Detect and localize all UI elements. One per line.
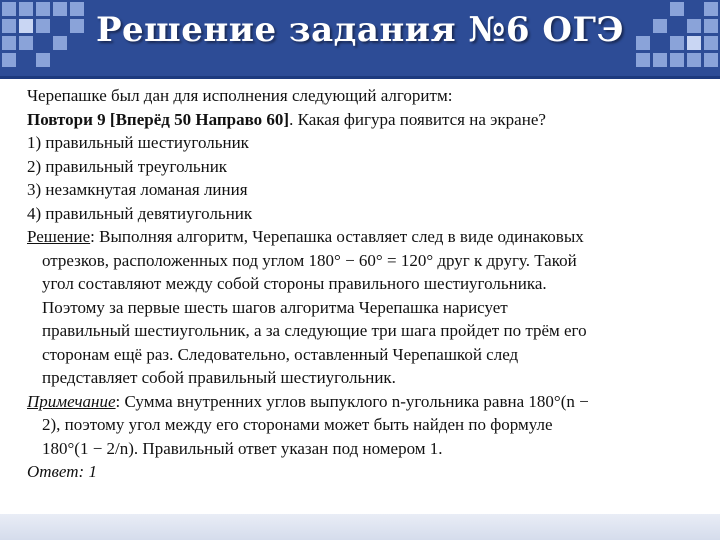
- solution-line-7: представляет собой правильный шестиугольник.: [42, 368, 396, 387]
- note-line-1: [27, 390, 702, 414]
- solution-text: : Выполняя алгоритм, Черепашка оставляет след в виде одинаковых: [90, 227, 584, 246]
- answer: Ответ: 1: [27, 462, 97, 481]
- title-banner: [0, 0, 720, 76]
- slide-content: [27, 84, 702, 484]
- title-divider: [0, 76, 720, 79]
- note-line-3: 180°(1 − 2/n). Правильный ответ указан под номером 1.: [42, 438, 443, 458]
- option-3: 3) незамкнутая ломаная линия: [27, 180, 248, 199]
- page-title: Решение задания №6 ОГЭ: [95, 10, 624, 50]
- task-intro: Черепашке был дан для исполнения следующий алгоритм:: [27, 86, 453, 105]
- note-label: Примечание: [27, 391, 116, 411]
- algorithm-command: Повтори 9 [Вперёд 50 Направо 60]: [27, 109, 290, 129]
- solution-line-1: [27, 225, 702, 249]
- solution-line-6: сторонам ещё раз. Следовательно, оставленный Черепашкой след: [42, 344, 519, 364]
- option-2: 2) правильный треугольник: [27, 156, 228, 176]
- option-4: 4) правильный девятиугольник: [27, 203, 253, 223]
- task-question: [27, 108, 702, 132]
- solution-line-4: Поэтому за первые шесть шагов алгоритма Черепашка нарисует: [42, 297, 508, 317]
- note-line-2: 2), поэтому угол между его сторонами может быть найден по формуле: [42, 415, 553, 434]
- solution-label: Решение: [27, 227, 91, 246]
- footer-stripe: [0, 514, 720, 540]
- note-text: : Сумма внутренних углов выпуклого n-угольника равна 180°(n −: [115, 391, 589, 411]
- solution-line-2: отрезков, расположенных под углом 180° − 60° = 120° друг к другу. Такой: [42, 250, 577, 270]
- question-text: . Какая фигура появится на экране?: [289, 109, 546, 129]
- solution-line-5: правильный шестиугольник, а за следующие три шага пройдет по трём его: [42, 321, 587, 340]
- option-1: 1) правильный шестиугольник: [27, 133, 249, 152]
- solution-line-3: угол составляют между собой стороны правильного шестиугольника.: [42, 274, 547, 293]
